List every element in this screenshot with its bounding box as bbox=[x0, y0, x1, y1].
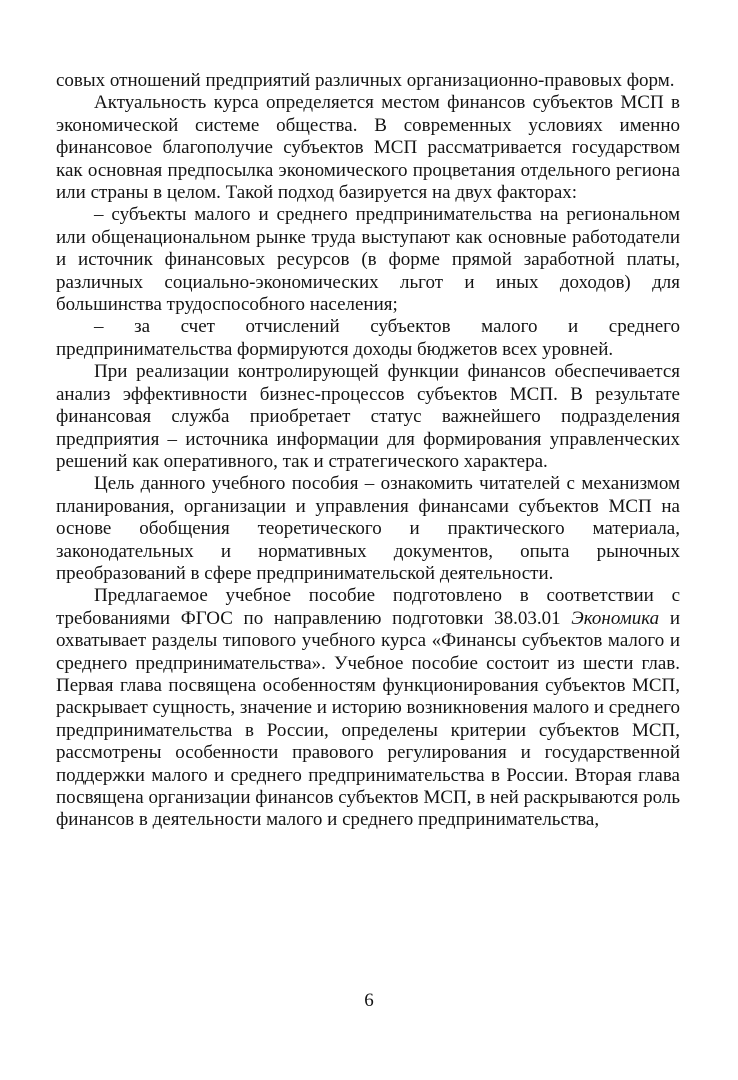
paragraph-goal: Цель данного учебного пособия – ознакомить читателей с механизмом планирования, организации и управления финансами субъектов МСП на основе обобщения теоретического и практического материала, законодательных и нормативных документов, опыта рыночных преобразований в сфере предпринимательской деятельности. bbox=[56, 473, 680, 584]
paragraph-continuation: совых отношений предприятий различных организационно-правовых форм. bbox=[56, 70, 675, 91]
paragraph-structure-italic-term: Экономика bbox=[571, 607, 660, 629]
paragraph-structure-text-start: Предлагаемое учебное пособие подготовлено в соответствии с требованиями ФГОС по направлению подготовки 38.03.01 bbox=[56, 585, 680, 629]
paragraph-control-function: При реализации контролирующей функции финансов обеспечивается анализ эффективности бизнес-процессов субъектов МСП. В результате финансовая служба приобретает статус важнейшего подразделения предприятия – источника информации для формирования управленческих решений как оперативного, так и стратегического характера. bbox=[56, 361, 680, 472]
page-number: 6 bbox=[364, 990, 374, 1011]
bullet-item-2: – за счет отчислений субъектов малого и среднего предпринимательства формируются доходы бюджетов всех уровней. bbox=[56, 316, 680, 360]
paragraph-structure bbox=[56, 585, 680, 831]
bullet-item-1: – субъекты малого и среднего предпринимательства на региональном или общенациональном рынке труда выступают как основные работодатели и источник финансовых ресурсов (в форме прямой заработной платы, различных социально-экономических льгот и иных доходов) для большинства трудоспособного населения; bbox=[56, 204, 680, 316]
document-page bbox=[56, 70, 680, 832]
paragraph-structure-text-end: и охватывает разделы типового учебного курса «Финансы субъектов малого и среднего предпринимательства». Учебное пособие состоит из шести глав. Первая глава посвящена особенностям функционирования субъектов МСП, раскрывает сущность, значение и историю возникновения малого и среднего предпринимательства в России, определены критерии субъектов МСП, рассмотрены особенности правового регулирования и государственной поддержки малого и среднего предпринимательства в России. Вторая глава посвящена организации финансов субъектов МСП, в ней раскрываются роль финансов в деятельности малого и среднего предпринимательства, bbox=[56, 607, 680, 831]
paragraph-relevance: Актуальность курса определяется местом финансов субъектов МСП в экономической системе общества. В современных условиях именно финансовое благополучие субъектов МСП рассматривается государством как основная предпосылка экономического процветания отдельного региона или страны в целом. Такой подход базируется на двух факторах: bbox=[56, 92, 680, 204]
